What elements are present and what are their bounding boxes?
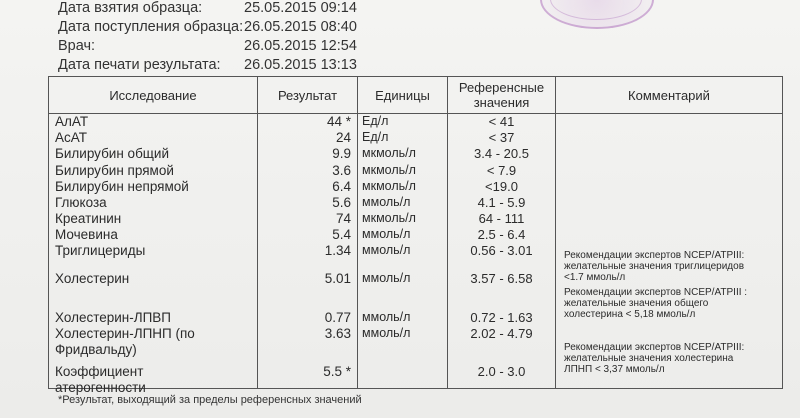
result-value: 24 [335, 130, 351, 145]
reference-value: 0.72 - 1.63 [470, 310, 533, 325]
test-name: Креатинин [55, 211, 122, 226]
reference-value: 3.57 - 6.58 [470, 271, 533, 286]
test-name: Мочевина [55, 227, 118, 242]
units-column [358, 114, 448, 389]
reference-value: 0.56 - 3.01 [470, 243, 533, 258]
unit-value: ммоль/л [362, 310, 411, 324]
table-header-row [49, 77, 783, 114]
table-body-row [49, 114, 783, 389]
print-date-label: Дата печати результата: [58, 57, 221, 73]
unit-value: ммоль/л [362, 227, 411, 241]
test-name: Триглицериды [55, 243, 146, 258]
result-value: 3.6 [332, 163, 351, 178]
col-header-reference-line1: Референсные [458, 80, 545, 95]
col-header-test: Исследование [49, 77, 258, 114]
reference-value: 2.0 - 3.0 [477, 364, 526, 379]
sample-taken-label: Дата взятия образца: [58, 0, 203, 16]
result-value: 44 * [326, 114, 351, 129]
col-header-result: Результат [258, 77, 358, 114]
result-column [258, 114, 358, 389]
unit-value: Ед/л [362, 130, 389, 144]
unit-value: ммоль/л [362, 195, 411, 209]
stamp-ring [550, 0, 642, 20]
test-name: Холестерин-ЛПНП (по [55, 326, 195, 341]
result-value: 6.4 [332, 179, 351, 194]
result-value: 5.01 [324, 271, 351, 286]
result-value: 5.4 [332, 227, 351, 242]
result-value: 3.63 [324, 326, 351, 341]
doctor-label: Врач: [58, 38, 96, 54]
col-header-reference-line2: значения [473, 95, 530, 110]
col-header-reference [448, 77, 556, 114]
unit-value: мкмоль/л [362, 146, 416, 160]
reference-column [448, 114, 556, 389]
comment-ldl: Рекомендации экспертов NCEP/ATPIII: желательные значения холестерина ЛПНП < 3,37 ммоль/л [564, 342, 745, 375]
comment-column [556, 114, 783, 389]
test-name: Холестерин-ЛПВП [55, 310, 172, 325]
unit-value: мкмоль/л [362, 163, 416, 177]
doctor-value: 26.05.2015 12:54 [244, 38, 357, 54]
comment-triglycerides: Рекомендации экспертов NCEP/ATPIII: желательные значения триглицеридов <1.7 ммоль/л [564, 250, 745, 283]
unit-value: мкмоль/л [362, 211, 416, 225]
result-value: 5.6 [332, 195, 351, 210]
test-name: Глюкоза [55, 195, 107, 210]
result-value: 74 [335, 211, 351, 226]
official-stamp [540, 0, 654, 29]
test-name: атерогенности [55, 380, 146, 395]
test-name: Билирубин непрямой [55, 179, 189, 194]
col-header-units: Единицы [358, 77, 448, 114]
unit-value: ммоль/л [362, 326, 411, 340]
unit-value: Ед/л [362, 114, 389, 128]
sample-taken-value: 25.05.2015 09:14 [244, 0, 357, 16]
sample-received-label: Дата поступления образца: [58, 19, 244, 35]
unit-value: ммоль/л [362, 243, 411, 257]
result-value: 9.9 [332, 146, 351, 161]
comment-cholesterol: Рекомендации экспертов NCEP/ATPIII : желательные значения общего холестерина < 5,18 ммоль/л [564, 287, 748, 320]
sample-received-value: 26.05.2015 08:40 [244, 19, 357, 35]
reference-value: < 37 [488, 130, 515, 145]
print-date-value: 26.05.2015 13:13 [244, 57, 357, 73]
reference-value: <19.0 [485, 179, 518, 194]
reference-value: < 7.9 [486, 163, 517, 178]
reference-value: < 41 [488, 114, 515, 129]
reference-value: 64 - 111 [478, 211, 525, 226]
footnote: *Результат, выходящий за пределы референсных значений [58, 394, 362, 406]
test-name: АсАТ [55, 130, 87, 145]
col-header-comment: Комментарий [556, 77, 783, 114]
test-column [49, 114, 258, 395]
reference-value: 3.4 - 20.5 [474, 146, 529, 161]
result-value: 0.77 [324, 310, 351, 325]
test-name: Коэффициент [55, 364, 144, 379]
result-value: 5.5 * [323, 364, 351, 379]
unit-value: мкмоль/л [362, 179, 416, 193]
test-name: Холестерин [55, 271, 130, 286]
reference-value: 2.02 - 4.79 [470, 326, 533, 341]
reference-value: 2.5 - 6.4 [477, 227, 526, 242]
results-table [48, 76, 783, 395]
result-value: 1.34 [324, 243, 351, 258]
test-name: Билирубин общий [55, 146, 169, 161]
reference-value: 4.1 - 5.9 [477, 195, 526, 210]
test-name: Фридвальду) [55, 342, 137, 357]
test-name: АлАТ [55, 114, 89, 129]
unit-value: ммоль/л [362, 271, 411, 285]
test-name: Билирубин прямой [55, 163, 174, 178]
